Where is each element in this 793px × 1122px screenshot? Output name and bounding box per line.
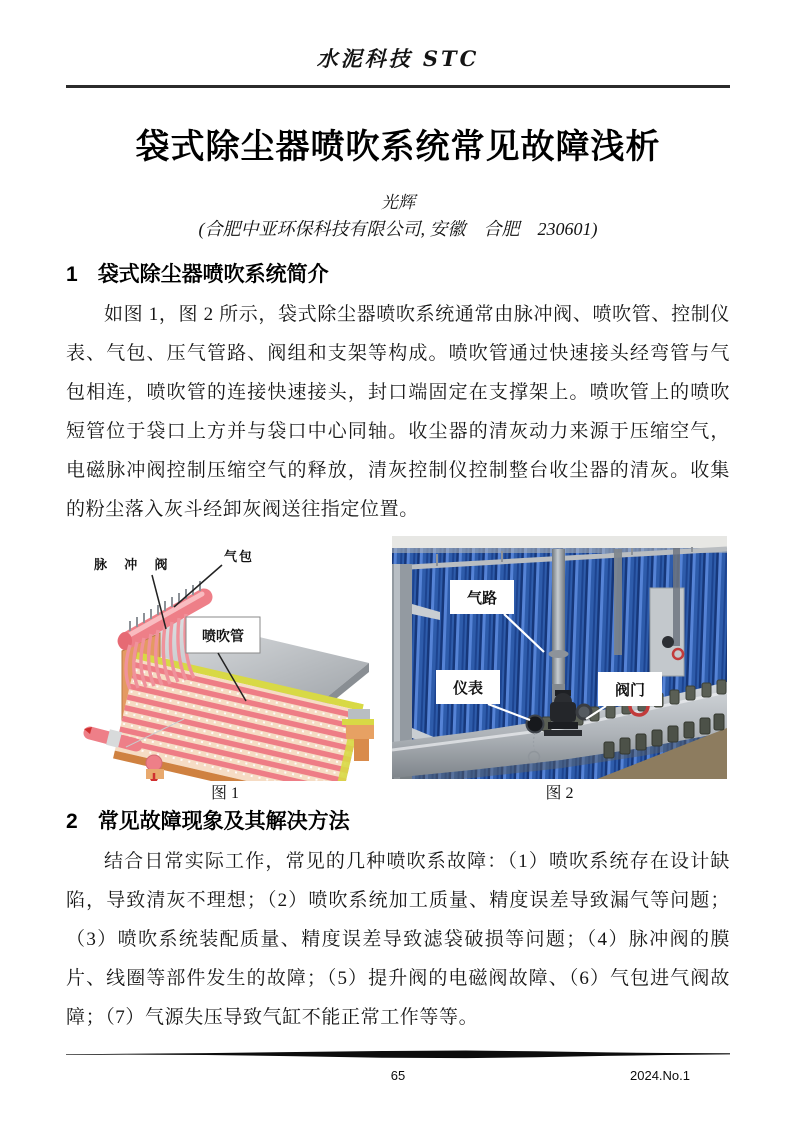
page-footer bbox=[66, 1047, 730, 1085]
figure-2-photo bbox=[392, 536, 727, 779]
journal-title: 水泥科技 STC bbox=[316, 46, 480, 71]
issue-number: 2024.No.1 bbox=[630, 1068, 690, 1083]
section-2-paragraph: 结合日常实际工作，常见的几种喷吹系故障：（1）喷吹系统存在设计缺陷，导致清灰不理想；（2）喷吹系统加工质量、精度误差导致漏气等问题；（3）喷吹系统装配质量、精度误差导致滤袋破损等问题；（4）脉冲阀的膜片、线圈等部件发生的故障；（5）提升阀的电磁阀故障、（6）气包进气阀故障；（7）气源失压导致气缸不能正常工作等等。 bbox=[66, 851, 730, 1028]
author-name: 光辉 bbox=[381, 193, 415, 212]
fig1-label-air-tank: 气包 bbox=[224, 549, 255, 564]
section-1-heading bbox=[66, 260, 730, 290]
section-2-number: 2 bbox=[66, 810, 78, 833]
captions-row bbox=[66, 783, 730, 805]
page-number: 65 bbox=[390, 1068, 406, 1083]
fig1-label-pulse-valve: 脉 冲 阀 bbox=[94, 557, 175, 572]
fig2-vertical-pipe bbox=[552, 549, 565, 691]
figure-1-diagram bbox=[66, 533, 384, 781]
figure-1-caption: 图 1 bbox=[210, 785, 239, 802]
footer-texts bbox=[66, 1067, 730, 1085]
fig2-label-air-line: 气路 bbox=[466, 591, 498, 607]
section-2-title: 常见故障现象及其解决方法 bbox=[97, 810, 350, 833]
fig2-roof-band bbox=[392, 536, 727, 548]
article-title: 袋式除尘器喷吹系统常见故障浅析 bbox=[135, 128, 661, 166]
fig1-label-blow-pipe: 喷吹管 bbox=[202, 630, 244, 645]
author-affiliation: (合肥中亚环保科技有限公司, 安徽 合肥 230601) bbox=[198, 219, 598, 239]
section-1-paragraph: 如图 1，图 2 所示，袋式除尘器喷吹系统通常由脉冲阀、喷吹管、控制仪表、气包、压气管路、阀组和支架等构成。喷吹管通过快速接头经弯管与气包相连，喷吹管的连接快速接头，封口端固定在支撑架上。喷吹管上的喷吹短管位于袋口上方并与袋口中心同轴。收尘器的清灰动力来源于压缩空气，电磁脉冲阀控制压缩空气的释放，清灰控制仪控制整台收尘器的清灰。收集的粉尘落入灰斗经卸灰阀送往指定位置。 bbox=[66, 304, 730, 520]
fig2-label-instrument: 仪表 bbox=[452, 681, 484, 697]
footer-divider bbox=[66, 1050, 730, 1060]
section-2-heading bbox=[66, 807, 730, 837]
section-1-number: 1 bbox=[66, 263, 78, 286]
fig2-label-valve: 阀门 bbox=[614, 683, 646, 699]
section-1-title: 袋式除尘器喷吹系统简介 bbox=[97, 263, 329, 286]
figures-row bbox=[66, 533, 730, 781]
figure-2-caption: 图 2 bbox=[545, 785, 574, 802]
header-rule bbox=[66, 85, 730, 88]
